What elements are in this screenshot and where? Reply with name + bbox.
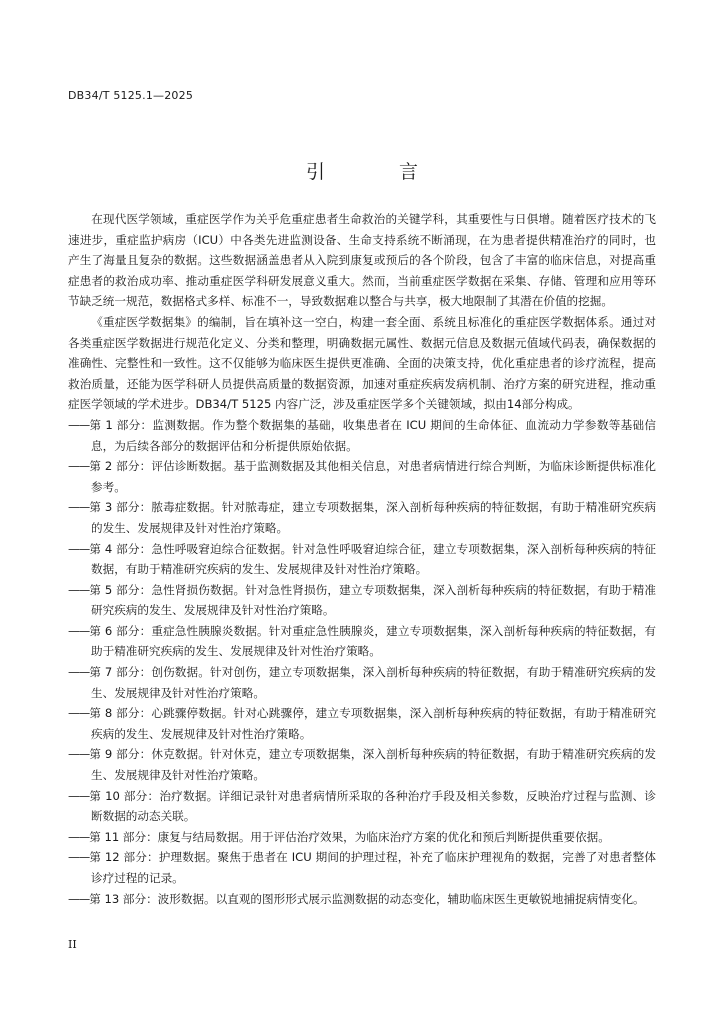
list-item xyxy=(68,827,656,848)
list-dash: —— xyxy=(68,788,90,803)
list-item xyxy=(68,703,656,744)
list-item-text: 第 10 部分：治疗数据。详细记录针对患者病情所采取的各种治疗手段及相关参数，反映治疗过程与监测、诊断数据的动态关联。 xyxy=(89,788,656,824)
page-number: II xyxy=(68,938,77,951)
document-body xyxy=(68,209,656,909)
parts-list xyxy=(68,415,656,909)
list-item-text: 第 7 部分：创伤数据。针对创伤，建立专项数据集，深入剖析每种疾病的特征数据，有助于精准研究疾病的发生、发展规律及针对性治疗策略。 xyxy=(89,665,656,700)
list-dash: —— xyxy=(68,541,90,556)
list-dash: —— xyxy=(68,891,90,906)
list-dash: —— xyxy=(68,623,90,638)
page-title: 引 言 xyxy=(305,161,453,183)
list-item xyxy=(68,415,656,456)
list-item-text: 第 4 部分：急性呼吸窘迫综合征数据。针对急性呼吸窘迫综合征，建立专项数据集，深入剖析每种疾病的特征数据，有助于精准研究疾病的发生、发展规律及针对性治疗策略。 xyxy=(89,541,656,577)
list-dash: —— xyxy=(68,459,90,474)
list-item xyxy=(68,580,656,621)
list-item xyxy=(68,662,656,703)
list-dash: —— xyxy=(68,747,90,762)
list-item xyxy=(68,621,656,662)
list-item xyxy=(68,786,656,827)
intro-paragraph-1: 在现代医学领域，重症医学作为关乎危重症患者生命救治的关键学科，其重要性与日俱增。随着医疗技术的飞速进步，重症监护病房（ICU）中各类先进监测设备、生命支持系统不断涌现，在为患者提供精准治疗的同时，也产生了海量且复杂的数据。这些数据涵盖患者从入院到康复或预后的各个阶段，包含了丰富的临床信息，对提高重症患者的救治成功率、推动重症医学科研发展意义重大。然而，当前重症医学数据在采集、存储、管理和应用等环节缺乏统一规范，数据格式多样、标准不一，导致数据难以整合与共享，极大地限制了其潜在价值的挖掘。 xyxy=(68,212,656,309)
list-dash: —— xyxy=(68,829,90,844)
list-item-text: 第 1 部分：监测数据。作为整个数据集的基础，收集患者在 ICU 期间的生命体征、血流动力学参数等基础信息，为后续各部分的数据评估和分析提供原始依据。 xyxy=(89,417,656,453)
list-item-text: 第 6 部分：重症急性胰腺炎数据。针对重症急性胰腺炎，建立专项数据集，深入剖析每种疾病的特征数据，有助于精准研究疾病的发生、发展规律及针对性治疗策略。 xyxy=(89,623,656,659)
list-item-text: 第 8 部分：心跳骤停数据。针对心跳骤停，建立专项数据集，深入剖析每种疾病的特征数据，有助于精准研究疾病的发生、发展规律及针对性治疗策略。 xyxy=(89,706,656,741)
list-dash: —— xyxy=(68,417,90,432)
list-item-text: 第 12 部分：护理数据。聚焦于患者在 ICU 期间的护理过程，补充了临床护理视角的数据，完善了对患者整体诊疗过程的记录。 xyxy=(89,850,656,885)
list-item xyxy=(68,744,656,785)
list-item xyxy=(68,847,656,888)
list-item-text: 第 11 部分：康复与结局数据。用于评估治疗效果，为临床治疗方案的优化和预后判断提供重要依据。 xyxy=(89,829,610,844)
list-item xyxy=(68,889,656,910)
list-item-text: 第 2 部分：评估诊断数据。基于监测数据及其他相关信息，对患者病情进行综合判断，为临床诊断提供标准化参考。 xyxy=(89,459,656,494)
list-dash: —— xyxy=(68,665,90,680)
list-dash: —— xyxy=(68,500,90,515)
standard-code: DB34/T 5125.1—2025 xyxy=(68,89,194,102)
list-dash: —— xyxy=(68,706,90,721)
list-dash: —— xyxy=(68,850,90,865)
list-item-text: 第 13 部分：波形数据。以直观的图形形式展示监测数据的动态变化，辅助临床医生更敏锐地捕捉病情变化。 xyxy=(89,891,645,906)
list-item-text: 第 3 部分：脓毒症数据。针对脓毒症，建立专项数据集，深入剖析每种疾病的特征数据，有助于精准研究疾病的发生、发展规律及针对性治疗策略。 xyxy=(89,500,656,535)
list-item xyxy=(68,539,656,580)
list-item xyxy=(68,497,656,538)
list-item xyxy=(68,456,656,497)
list-item-text: 第 5 部分：急性肾损伤数据。针对急性肾损伤，建立专项数据集，深入剖析每种疾病的特征数据，有助于精准研究疾病的发生、发展规律及针对性治疗策略。 xyxy=(89,582,656,618)
list-item-text: 第 9 部分：休克数据。针对休克，建立专项数据集，深入剖析每种疾病的特征数据，有助于精准研究疾病的发生、发展规律及针对性治疗策略。 xyxy=(89,747,656,783)
list-dash: —— xyxy=(68,582,90,597)
intro-paragraph-2: 《重症医学数据集》的编制，旨在填补这一空白，构建一套全面、系统且标准化的重症医学数据体系。通过对各类重症医学数据进行规范化定义、分类和整理，明确数据元属性、数据元信息及数据元值域代码表，确保数据的准确性、完整性和一致性。这不仅能够为临床医生提供更准确、全面的决策支持，优化重症患者的诊疗流程，提高救治质量，还能为医学科研人员提供高质量的数据资源，加速对重症疾病发病机制、治疗方案的研究进程，推动重症医学领域的学术进步。DB34/T 5125 内容广泛，涉及重症医学多个关键领域，拟由14部分构成。 xyxy=(68,314,656,412)
